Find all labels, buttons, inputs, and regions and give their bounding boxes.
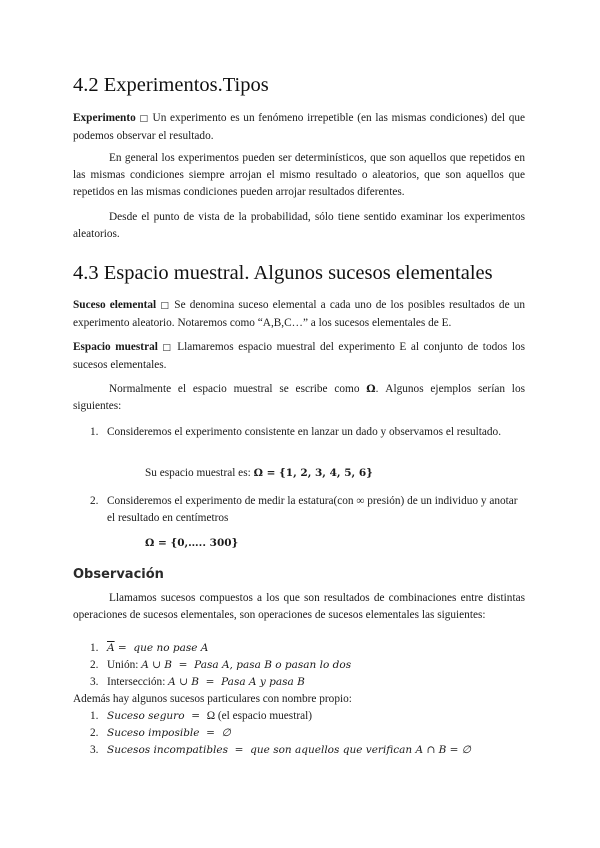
- definition-term: Suceso elemental: [73, 299, 157, 311]
- op-label: Unión:: [107, 659, 142, 671]
- definition-text: Llamaremos espacio muestral del experimento E al conjunto de todos los sucesos elementales.: [73, 341, 526, 371]
- definition-text: Un experimento es un fenómeno irrepetible (en las mismas condiciones) del que podemos observar el resultado.: [73, 112, 526, 142]
- example1-space: [145, 465, 373, 482]
- intro-text: Normalmente el espacio muestral se escribe como: [109, 383, 360, 395]
- list-number: 2.: [90, 495, 99, 507]
- special-formula: Suceso seguro =: [107, 710, 207, 722]
- special-seguro: [107, 708, 312, 725]
- list-text: Consideremos el experimento de medir la estatura(con ∞ presión) de un individuo y anotar el resultado en centímetros: [107, 495, 518, 524]
- list-item: [90, 725, 520, 742]
- example2-formula: [145, 535, 238, 552]
- definition-espacio-muestral: [73, 339, 525, 374]
- space-formula: Ω = {1, 2, 3, 4, 5, 6}: [253, 467, 373, 479]
- list-text: Consideremos el experimento consistente en lanzar un dado y observamos el resultado.: [107, 426, 502, 438]
- list-item: [90, 657, 510, 674]
- op-label: Intersección:: [107, 676, 169, 688]
- list-item: [90, 708, 520, 725]
- special-tail: Ω (el espacio muestral): [206, 710, 313, 722]
- definition-term: Experimento: [73, 112, 136, 124]
- box-glyph-icon: □: [162, 343, 173, 353]
- a-bar: $\overline{A}$: [107, 642, 115, 654]
- paragraph-deterministic: En general los experimentos pueden ser determinísticos, que son aquellos que repetidos en las mismas condiciones siempre arrojan el mismo resultado o aleatorios, que son aquellos que repetidos en las mismas condiciones pueden arrojar resultados diferentes.: [73, 152, 525, 198]
- section-title-4-2: 4.2 Experimentos.Tipos: [73, 74, 269, 96]
- list-item: [90, 640, 510, 657]
- list-number: 3.: [90, 676, 99, 688]
- space-label: Su espacio muestral es:: [145, 467, 251, 479]
- paragraph-special-intro: Además hay algunos sucesos particulares con nombre propio:: [73, 693, 352, 705]
- op-complement: [107, 640, 208, 657]
- list-number: 2.: [90, 727, 99, 739]
- observacion-title: Observación: [73, 567, 164, 582]
- list-number: 2.: [90, 659, 99, 671]
- section-title-4-3: 4.3 Espacio muestral. Algunos sucesos elementales: [73, 262, 493, 284]
- list-item: [90, 742, 520, 759]
- space-formula: Ω = {0,….. 300}: [145, 537, 239, 549]
- paragraph-espacio-intro: [73, 381, 525, 415]
- op-formula: = que no pase A: [114, 642, 209, 654]
- op-union: [107, 657, 351, 674]
- box-glyph-icon: □: [160, 301, 171, 311]
- op-formula: A ∪ B = Pasa A y pasa B: [168, 676, 305, 688]
- definition-experimento: [73, 110, 525, 145]
- list-item: [90, 674, 510, 691]
- definition-text: Se denomina suceso elemental a cada uno de los posibles resultados de un experimento aleatorio. Notaremos como “A,B,C…” a los sucesos elementales de E.: [73, 299, 526, 329]
- paragraph-random: Desde el punto de vista de la probabilidad, sólo tiene sentido examinar los experimentos aleatorios.: [73, 211, 525, 240]
- list-item: [90, 493, 525, 527]
- omega-symbol: Ω: [366, 383, 376, 395]
- list-number: 3.: [90, 744, 99, 756]
- definition-term: Espacio muestral: [73, 341, 158, 353]
- list-number: 1.: [90, 710, 99, 722]
- intro-end-text: . Algunos ejemplos serían los siguientes:: [73, 383, 525, 412]
- op-intersection: [107, 674, 305, 691]
- list-number: 1.: [90, 642, 99, 654]
- special-incompatibles: Sucesos incompatibles = que son aquellos que verifican A ∩ B = ∅: [107, 744, 471, 756]
- op-formula: A ∪ B = Pasa A, pasa B o pasan lo dos: [141, 659, 352, 671]
- list-item: [90, 424, 525, 458]
- box-glyph-icon: □: [139, 114, 149, 124]
- list-number: 1.: [90, 426, 99, 438]
- paragraph-compuestos: Llamamos sucesos compuestos a los que son resultados de combinaciones entre distintas operaciones de sucesos elementales, son operaciones de sucesos elementales las siguientes:: [73, 592, 525, 621]
- definition-suceso-elemental: [73, 297, 525, 332]
- special-imposible: Suceso imposible = ∅: [107, 727, 231, 739]
